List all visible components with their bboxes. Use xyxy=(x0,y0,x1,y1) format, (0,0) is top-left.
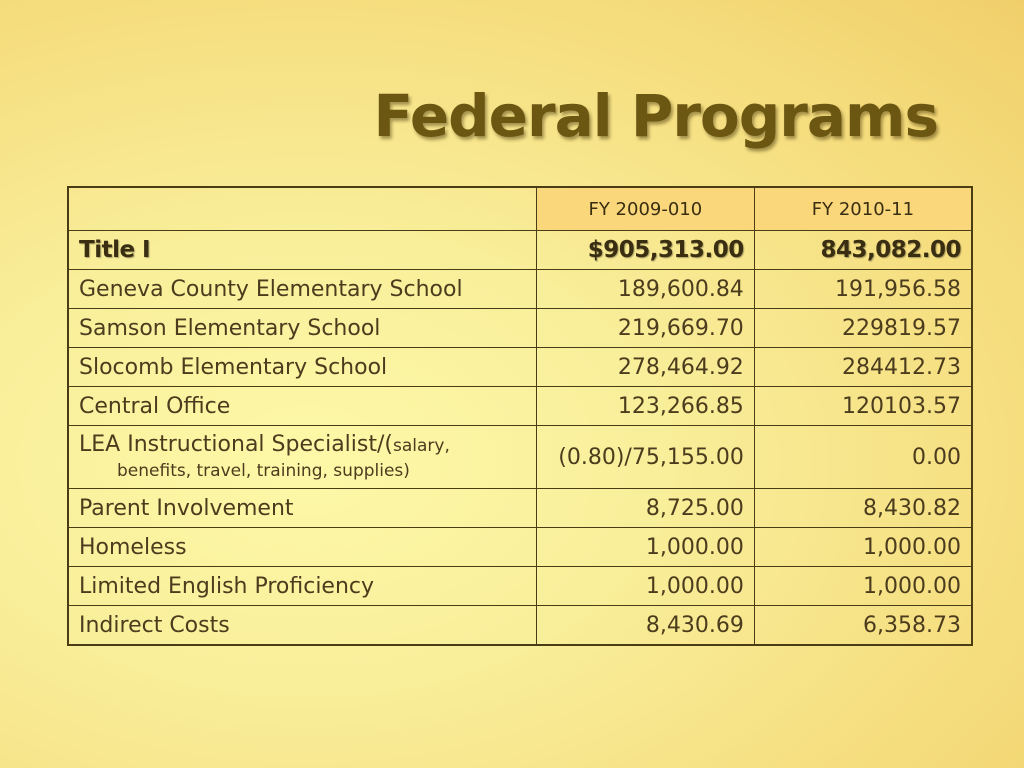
row-fy2010: 8,430.82 xyxy=(754,489,972,528)
row-label: Slocomb Elementary School xyxy=(68,348,536,387)
row-label: Geneva County Elementary School xyxy=(68,270,536,309)
table-row xyxy=(68,489,972,528)
federal-programs-table xyxy=(67,186,973,646)
header-blank-cell xyxy=(68,187,536,231)
row-fy2009: 278,464.92 xyxy=(536,348,754,387)
lea-label-small: salary, xyxy=(393,435,450,456)
row-label: Samson Elementary School xyxy=(68,309,536,348)
row-fy2010: 1,000.00 xyxy=(754,528,972,567)
table-header-row xyxy=(68,187,972,231)
row-fy2009: 1,000.00 xyxy=(536,567,754,606)
title-i-fy2010: 843,082.00 xyxy=(754,231,972,270)
row-fy2010: 120103.57 xyxy=(754,387,972,426)
row-fy2009: 189,600.84 xyxy=(536,270,754,309)
table-row xyxy=(68,348,972,387)
lea-label-main: LEA Instructional Specialist/( xyxy=(79,431,393,457)
lea-label-line xyxy=(79,432,526,459)
table-row xyxy=(68,387,972,426)
title-i-row xyxy=(68,231,972,270)
lea-specialist-fy2009: (0.80)/75,155.00 xyxy=(536,426,754,489)
table-row xyxy=(68,528,972,567)
row-fy2010: 191,956.58 xyxy=(754,270,972,309)
title-i-label: Title I xyxy=(68,231,536,270)
lea-specialist-label xyxy=(68,426,536,489)
row-fy2010: 284412.73 xyxy=(754,348,972,387)
row-label: Indirect Costs xyxy=(68,606,536,646)
row-label: Limited English Proficiency xyxy=(68,567,536,606)
row-fy2010: 229819.57 xyxy=(754,309,972,348)
title-i-fy2009: $905,313.00 xyxy=(536,231,754,270)
table-row xyxy=(68,567,972,606)
row-label: Central Office xyxy=(68,387,536,426)
row-label: Homeless xyxy=(68,528,536,567)
row-fy2009: 1,000.00 xyxy=(536,528,754,567)
lea-specialist-row xyxy=(68,426,972,489)
table-row xyxy=(68,606,972,646)
lea-label-continued: benefits, travel, training, supplies) xyxy=(117,460,410,481)
row-fy2009: 123,266.85 xyxy=(536,387,754,426)
row-fy2010: 6,358.73 xyxy=(754,606,972,646)
row-label: Parent Involvement xyxy=(68,489,536,528)
row-fy2009: 8,430.69 xyxy=(536,606,754,646)
slide-title: Federal Programs xyxy=(373,82,938,150)
table-row xyxy=(68,309,972,348)
header-fy-2009: FY 2009-010 xyxy=(536,187,754,231)
row-fy2009: 8,725.00 xyxy=(536,489,754,528)
lea-specialist-fy2010: 0.00 xyxy=(754,426,972,489)
header-fy-2010: FY 2010-11 xyxy=(754,187,972,231)
row-fy2009: 219,669.70 xyxy=(536,309,754,348)
row-fy2010: 1,000.00 xyxy=(754,567,972,606)
table-row xyxy=(68,270,972,309)
